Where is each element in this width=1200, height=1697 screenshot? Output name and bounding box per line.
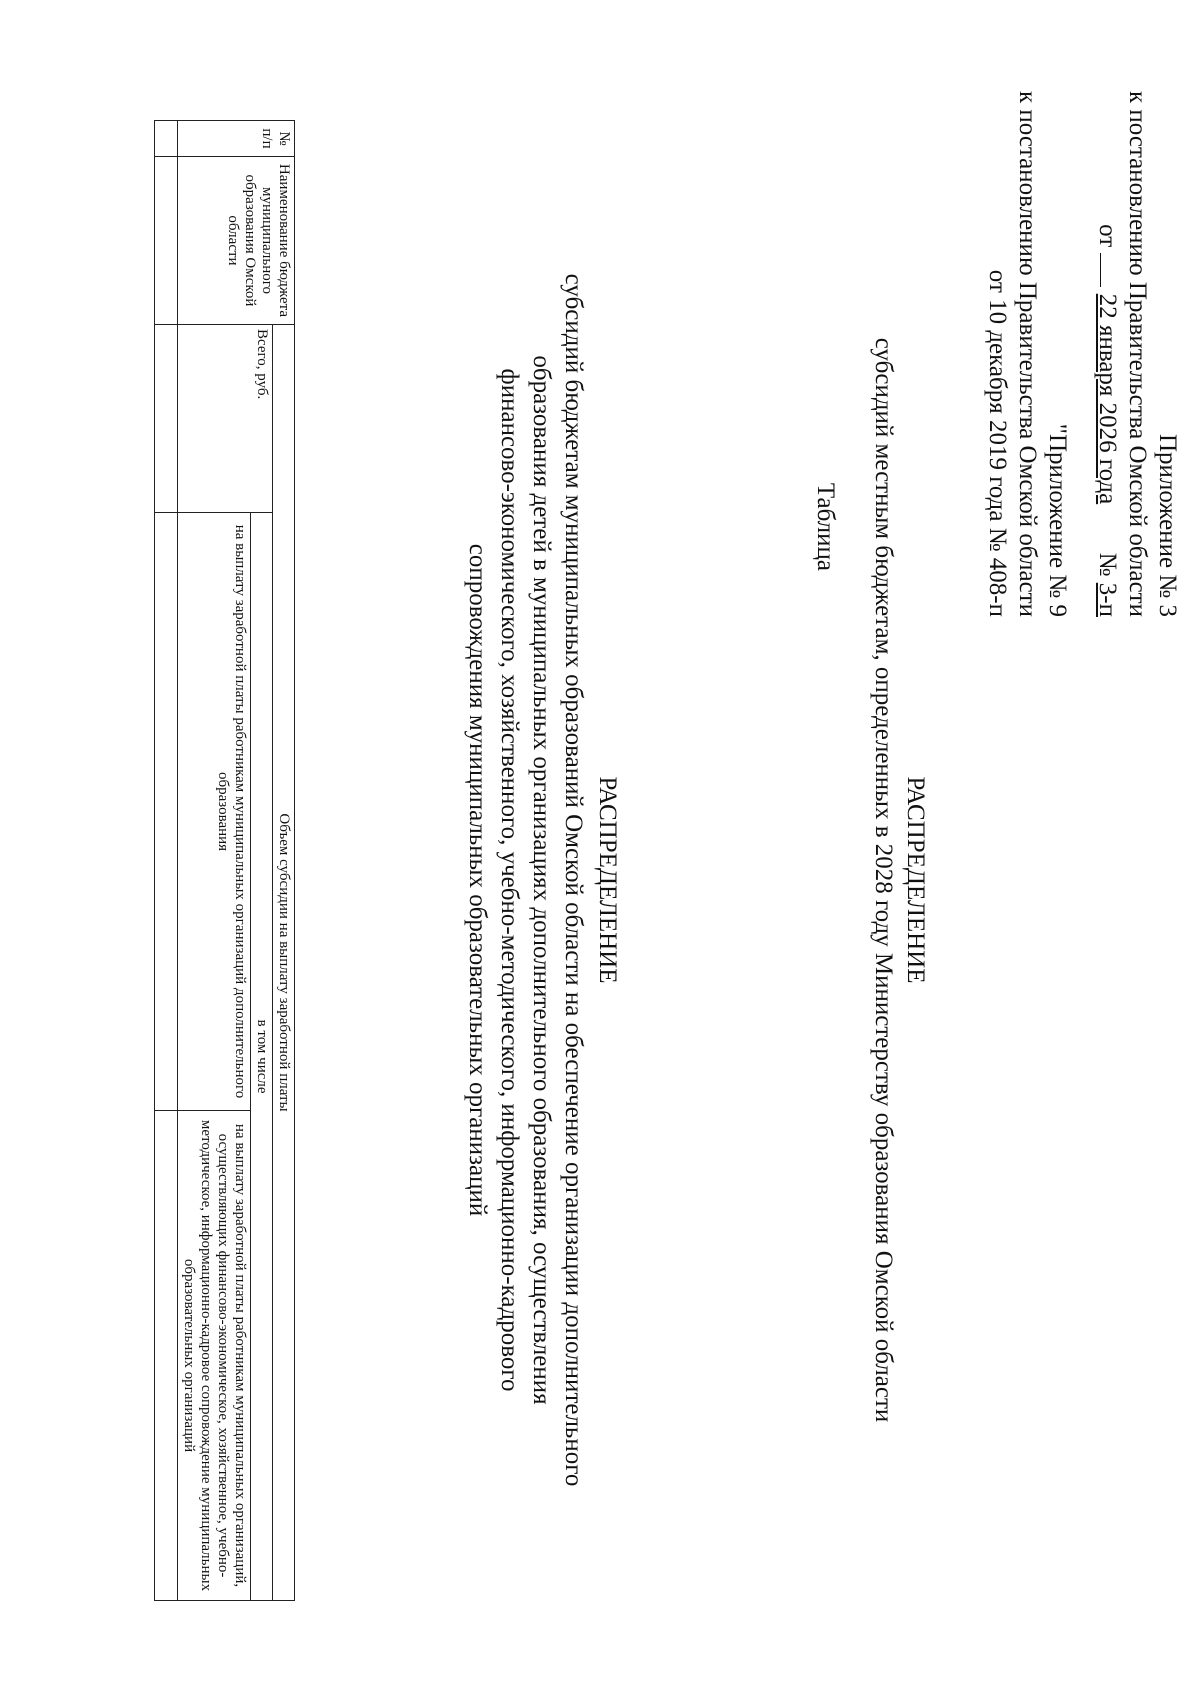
- section2-line-3: финансово-экономического, хозяйственного, учебно-методического, информационно-кадрового: [496, 368, 523, 1392]
- col-sub1-header: на выплату заработной платы работникам муниципальных организаций дополнительного образования: [178, 513, 251, 1111]
- appendix-title: Приложение № 3: [1154, 433, 1181, 617]
- prev-appendix-to: к постановлению Правительства Омской области: [1014, 90, 1041, 617]
- col-sub2-header: на выплату заработной платы работникам муниципальных организаций, осуществляющих финансово-экономическое, хозяйственное, учебно-методическое, информационно-кадровое сопровождение муниципальных образовательных организаций: [178, 1111, 251, 1601]
- section1-title: РАСПРЕДЕЛЕНИЕ: [902, 776, 929, 984]
- section1-subtitle: субсидий местным бюджетам, определенных в 2028 году Министерству образования Омской области: [870, 337, 897, 1423]
- table-label: Таблица: [812, 482, 839, 571]
- subsidy-table: [154, 120, 295, 1601]
- col-no-header: № п/п: [178, 121, 295, 157]
- col-name-header: Наименование бюджета муниципального образования Омской области: [178, 157, 295, 325]
- col-total-header: Всего, руб.: [178, 325, 273, 513]
- section2-title: РАСПРЕДЕЛЕНИЕ: [594, 776, 621, 984]
- table-cell: [155, 513, 178, 1111]
- prev-appendix-title: "Приложение № 9: [1044, 423, 1071, 617]
- table-cell: [155, 325, 178, 513]
- prev-date-line: от 10 декабря 2019 года № 408-п: [984, 269, 1011, 617]
- section2-line-2: образования детей в муниципальных организациях дополнительного образования, осуществления: [528, 355, 555, 1405]
- date-prefix: от: [1094, 224, 1121, 248]
- appendix-to: к постановлению Правительства Омской области: [1124, 90, 1151, 617]
- section2-line-4: сопровождения муниципальных образовательных организаций: [464, 543, 491, 1217]
- table-row: [155, 121, 178, 1601]
- table-cell: [155, 1111, 178, 1601]
- section2-line-1: субсидий бюджетам муниципальных образований Омской области на обеспечение организации дополнительного: [560, 273, 587, 1487]
- number-value: 3-п: [1094, 582, 1121, 617]
- date-value: 22 января 2026 года: [1094, 293, 1121, 505]
- number-prefix: №: [1094, 552, 1121, 577]
- table-cell: [155, 157, 178, 325]
- table-cell: [155, 121, 178, 157]
- col-group-header: Объем субсидии на выплату заработной платы: [273, 325, 295, 1601]
- col-including-header: в том числе: [251, 513, 273, 1601]
- appendix-date-line: [1092, 224, 1122, 617]
